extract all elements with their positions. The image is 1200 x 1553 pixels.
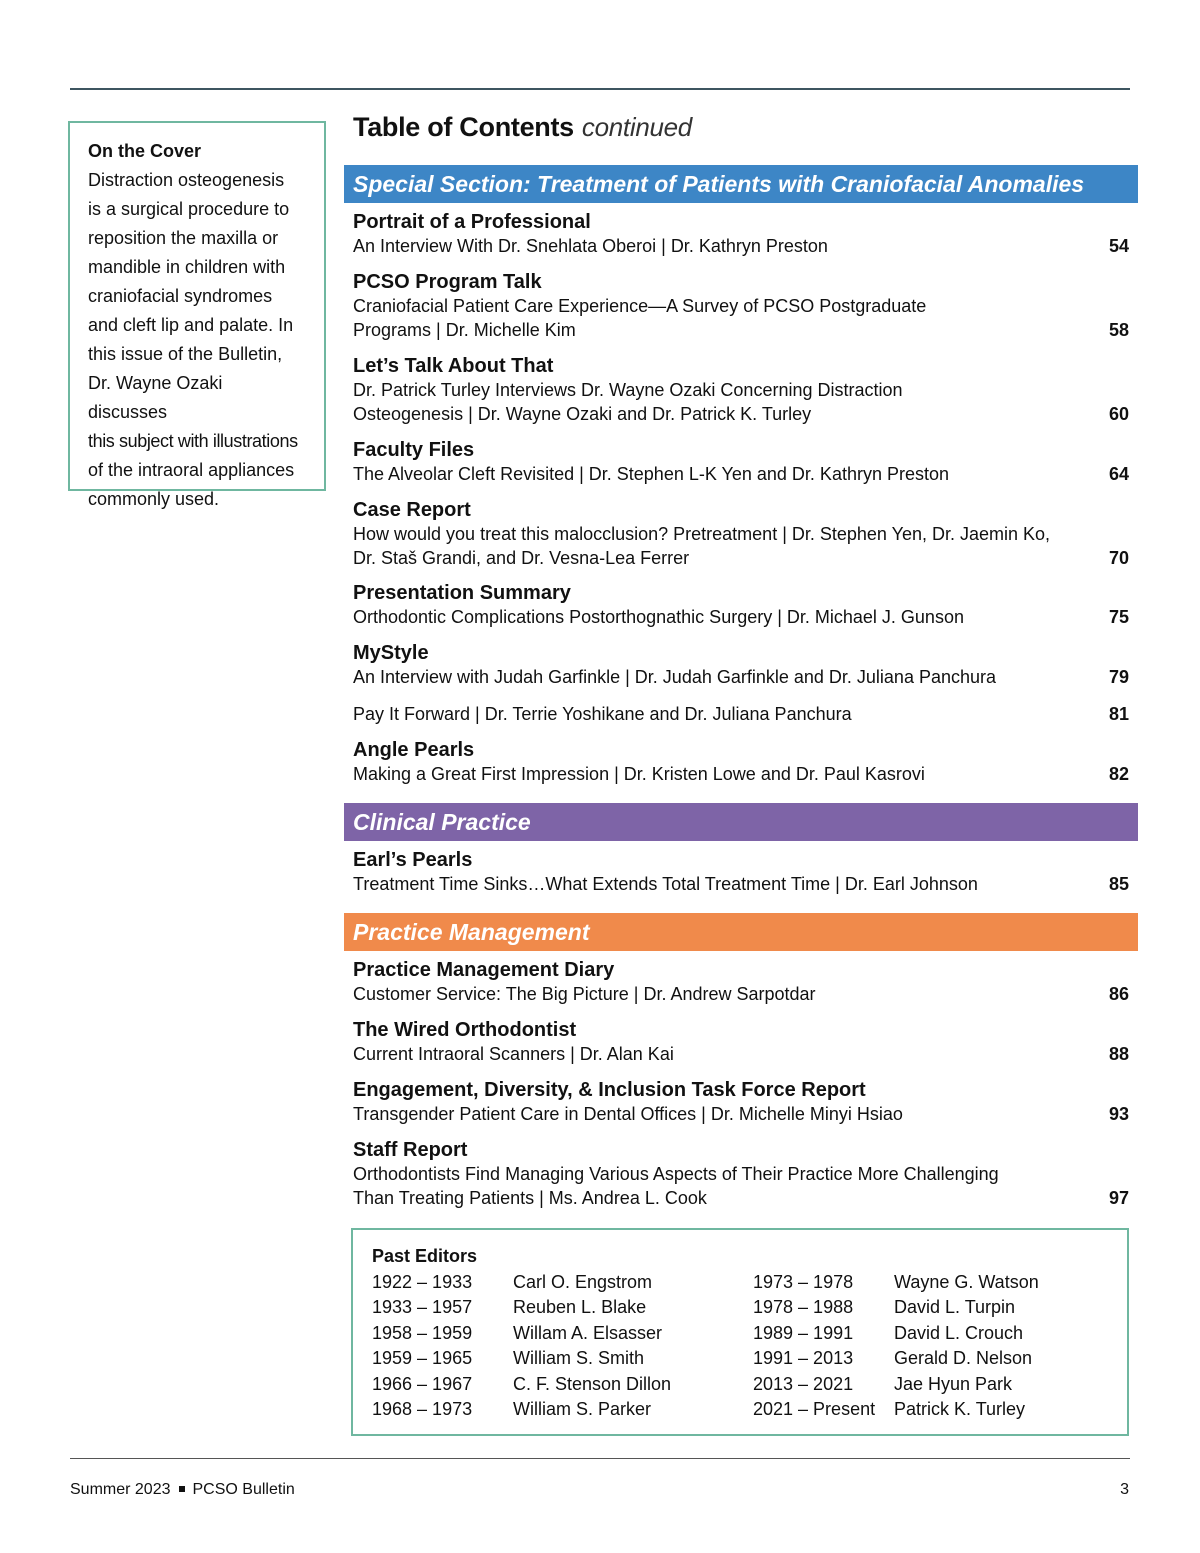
editor-name: Jae Hyun Park (894, 1374, 1013, 1394)
past-editors-box (351, 1228, 1129, 1436)
cover-line: of the intraoral appliances (88, 460, 295, 480)
cover-line: reposition the maxilla or (88, 228, 279, 248)
footer-publication: PCSO Bulletin (192, 1481, 295, 1498)
toc-entry[interactable] (353, 702, 1129, 726)
toc-entry[interactable] (353, 738, 1129, 786)
editor-years: 1973 – 1978 (753, 1272, 854, 1292)
entry-description: Craniofacial Patient Care Experience—A Survey of PCSO Postgraduate Programs | Dr. Michelle Kim (353, 296, 927, 340)
editor-years: 2021 – Present (753, 1399, 876, 1419)
entry-title: Portrait of a Professional (353, 211, 591, 233)
entry-title: Staff Report (353, 1139, 468, 1161)
editor-years: 1922 – 1933 (372, 1272, 473, 1292)
entry-page: 58 (1108, 320, 1129, 340)
editor-name: Wayne G. Watson (894, 1272, 1039, 1292)
cover-line: commonly used. (88, 489, 220, 509)
top-rule (70, 88, 1130, 90)
entry-page: 54 (1108, 236, 1129, 256)
entry-title: Let’s Talk About That (353, 355, 554, 377)
editor-years: 1966 – 1967 (372, 1374, 473, 1394)
section-header-management: Practice Management (344, 913, 1138, 951)
entry-title: Presentation Summary (353, 582, 571, 604)
entry-page: 60 (1108, 404, 1129, 424)
entry-page: 70 (1108, 548, 1129, 568)
editor-name: Willam A. Elsasser (513, 1323, 663, 1343)
toc-entry[interactable] (353, 1138, 1129, 1210)
entry-title: Angle Pearls (353, 739, 475, 761)
toc-entry[interactable] (353, 210, 1129, 258)
editor-name: William S. Parker (513, 1399, 652, 1419)
bullet-square-icon (179, 1486, 185, 1492)
cover-line: is a surgical procedure to (88, 199, 290, 219)
editor-name: Gerald D. Nelson (894, 1348, 1033, 1368)
toc-entry[interactable] (353, 581, 1129, 629)
toc-entry[interactable] (353, 958, 1129, 1006)
section-header-special: Special Section: Treatment of Patients with Craniofacial Anomalies (344, 165, 1138, 203)
toc-entry[interactable] (353, 270, 1129, 342)
page-title (353, 112, 692, 143)
entry-description: Orthodontic Complications Postorthognathic Surgery | Dr. Michael J. Gunson (353, 607, 964, 627)
entry-page: 64 (1108, 464, 1129, 484)
toc-entry[interactable] (353, 1078, 1129, 1126)
entry-description: The Alveolar Cleft Revisited | Dr. Stephen L-K Yen and Dr. Kathryn Preston (353, 464, 950, 484)
entry-description: How would you treat this malocclusion? Pretreatment | Dr. Stephen Yen, Dr. Jaemin Ko, Dr. Staš Grandi, and Dr. Vesna-Lea Ferrer (353, 524, 1051, 568)
toc-entry[interactable] (353, 498, 1129, 570)
editor-years: 1989 – 1991 (753, 1323, 854, 1343)
page-number: 3 (1120, 1481, 1129, 1498)
entry-title: Faculty Files (353, 439, 475, 461)
entry-page: 82 (1108, 764, 1129, 784)
entry-page: 97 (1108, 1188, 1129, 1208)
editor-name: David L. Crouch (894, 1323, 1024, 1343)
entry-title: PCSO Program Talk (353, 271, 542, 293)
cover-line: mandible in children with (88, 257, 286, 277)
entry-page: 81 (1108, 704, 1129, 724)
entry-title: Case Report (353, 499, 471, 521)
past-editors-title: Past Editors (372, 1246, 478, 1266)
editor-name: William S. Smith (513, 1348, 645, 1368)
toc-title: Table of Contents (353, 112, 574, 142)
toc-entry[interactable] (353, 1018, 1129, 1066)
cover-line: this issue of the Bulletin, (88, 344, 283, 364)
footer-issue-line (70, 1481, 295, 1499)
entry-title: Earl’s Pearls (353, 849, 473, 871)
entry-page: 93 (1108, 1104, 1129, 1124)
cover-sidebar (68, 121, 326, 509)
section-header-clinical: Clinical Practice (344, 803, 1138, 841)
toc-entry[interactable] (353, 641, 1129, 689)
entry-page: 75 (1108, 607, 1129, 627)
footer-issue: Summer 2023 (70, 1481, 171, 1498)
editor-years: 1968 – 1973 (372, 1399, 473, 1419)
cover-line: Dr. Wayne Ozaki discusses (88, 373, 223, 422)
entry-title: MyStyle (353, 642, 429, 664)
entry-description: Orthodontists Find Managing Various Aspects of Their Practice More Challenging Than Treating Patients | Ms. Andrea L. Cook (353, 1164, 999, 1208)
toc-continued: continued (581, 112, 692, 142)
entry-description: Current Intraoral Scanners | Dr. Alan Kai (353, 1044, 674, 1064)
editor-years: 1978 – 1988 (753, 1297, 854, 1317)
cover-title: On the Cover (88, 141, 202, 161)
editor-years: 2013 – 2021 (753, 1374, 854, 1394)
entry-page: 88 (1108, 1044, 1129, 1064)
editor-years: 1933 – 1957 (372, 1297, 473, 1317)
editor-years: 1959 – 1965 (372, 1348, 473, 1368)
bottom-rule (70, 1458, 1130, 1459)
editor-name: Patrick K. Turley (894, 1399, 1026, 1419)
cover-text (88, 166, 306, 514)
entry-description: Making a Great First Impression | Dr. Kristen Lowe and Dr. Paul Kasrovi (353, 764, 925, 784)
editor-name: Reuben L. Blake (513, 1297, 647, 1317)
entry-description: An Interview with Judah Garfinkle | Dr. Judah Garfinkle and Dr. Juliana Panchura (353, 667, 997, 687)
entry-title: Practice Management Diary (353, 959, 615, 981)
editor-name: Carl O. Engstrom (513, 1272, 653, 1292)
cover-line: this subject with illustrations (88, 431, 298, 451)
entry-description: Treatment Time Sinks…What Extends Total Treatment Time | Dr. Earl Johnson (353, 874, 978, 894)
entry-description: Dr. Patrick Turley Interviews Dr. Wayne Ozaki Concerning Distraction Osteogenesis | Dr. Wayne Ozaki and Dr. Patrick K. Turley (353, 380, 903, 424)
editor-years: 1991 – 2013 (753, 1348, 854, 1368)
cover-line: Distraction osteogenesis (88, 170, 285, 190)
toc-entry[interactable] (353, 848, 1129, 896)
entry-page: 86 (1108, 984, 1129, 1004)
entry-page: 79 (1108, 667, 1129, 687)
toc-entry[interactable] (353, 354, 1129, 426)
entry-title: Engagement, Diversity, & Inclusion Task Force Report (353, 1079, 866, 1101)
entry-description: An Interview With Dr. Snehlata Oberoi | Dr. Kathryn Preston (353, 236, 828, 256)
cover-line: craniofacial syndromes (88, 286, 273, 306)
entry-description: Transgender Patient Care in Dental Offices | Dr. Michelle Minyi Hsiao (353, 1104, 903, 1124)
editor-name: C. F. Stenson Dillon (513, 1374, 672, 1394)
editor-name: David L. Turpin (894, 1297, 1016, 1317)
editor-years: 1958 – 1959 (372, 1323, 473, 1343)
entry-description: Pay It Forward | Dr. Terrie Yoshikane and Dr. Juliana Panchura (353, 704, 852, 724)
entry-description: Customer Service: The Big Picture | Dr. Andrew Sarpotdar (353, 984, 816, 1004)
entry-page: 85 (1108, 874, 1129, 894)
toc-entry[interactable] (353, 438, 1129, 486)
cover-line: and cleft lip and palate. In (88, 315, 294, 335)
entry-title: The Wired Orthodontist (353, 1019, 577, 1041)
